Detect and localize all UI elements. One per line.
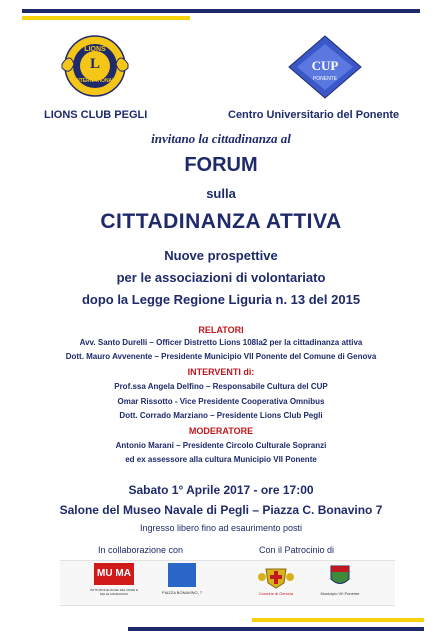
lions-club-name: LIONS CLUB PEGLI [44, 109, 148, 121]
event-venue: Salone del Museo Navale di Pegli – Piazza C. Bonavino 7 [59, 503, 383, 517]
moderatore-2: ed ex assessore alla cultura Municipio VII Ponente [125, 455, 317, 464]
municipio-caption: Municipio VII Ponente [320, 591, 360, 596]
muma-letters: MU MA [94, 563, 134, 585]
relatore-1: Avv. Santo Durelli – Officer Distretto Lions 108Ia2 per la cittadinanza attiva [79, 338, 363, 347]
cup-logo [285, 34, 365, 100]
muma-logo [90, 563, 138, 601]
cup-logo-letters: CUP [311, 58, 339, 73]
patronage-label: Con il Patrocinio di [259, 545, 335, 555]
event-title: CITTADINANZA ATTIVA [100, 210, 342, 233]
municipio-logo [319, 563, 361, 601]
moderatore-1: Antonio Marani – Presidente Circolo Culturale Sopranzi [115, 441, 327, 450]
cup-name: Centro Universitario del Ponente [228, 109, 400, 121]
lions-club-logo [58, 34, 132, 98]
invite-line: invitano la cittadinanza al [151, 131, 291, 146]
subtitle-line-3: dopo la Legge Regione Liguria n. 13 del 2015 [81, 292, 361, 307]
moderatore-label: MODERATORE [188, 426, 254, 436]
museo-navale-image [168, 563, 196, 587]
event-kind: FORUM [184, 154, 258, 176]
museo-navale-caption: PIAZZA BONAVINO, 7 [161, 590, 203, 595]
comune-genova-logo [254, 563, 298, 601]
lions-logo-letter: L [89, 56, 100, 72]
event-entry: Ingresso libero fino ad esaurimento posti [139, 523, 303, 533]
genova-crest-icon [254, 563, 298, 589]
top-yellow-bar [22, 16, 190, 20]
relatori-label: RELATORI [198, 325, 244, 335]
municipio-shield-icon [319, 563, 361, 589]
subtitle-line-1: Nuove prospettive [164, 248, 278, 263]
genova-caption: Comune di Genova [258, 591, 294, 596]
subtitle-line-2: per le associazioni di volontariato [116, 270, 326, 285]
event-datetime: Sabato 1° Aprile 2017 - ore 17:00 [128, 483, 314, 497]
interventi-label: INTERVENTI di: [187, 367, 255, 377]
cup-logo-caption: PONENTE [312, 76, 338, 82]
museo-navale-logo [161, 563, 203, 601]
top-navy-bar [22, 9, 420, 13]
bottom-yellow-bar [252, 618, 424, 622]
intervento-1: Prof.ssa Angela Delfino – Responsabile Cultura del CUP [114, 382, 328, 391]
event-connector: sulla [206, 186, 236, 201]
relatore-2: Dott. Mauro Avvenente – Presidente Municipio VII Ponente del Comune di Genova [65, 352, 377, 361]
intervento-2: Omar Rissotto - Vice Presidente Cooperativa Omnibus [117, 397, 325, 406]
intervento-3: Dott. Corrado Marziano – Presidente Lions Club Pegli [119, 411, 323, 420]
muma-caption: ISTITUZIONE MUSEI DEL MARE E DELLE MIGRAZIONI [90, 588, 138, 596]
lions-logo-top-text: LIONS [84, 46, 106, 53]
lions-logo-bottom-text: INTERNATIONAL [74, 78, 116, 84]
collab-label: In collaborazione con [98, 545, 184, 555]
bottom-navy-bar [128, 627, 424, 631]
